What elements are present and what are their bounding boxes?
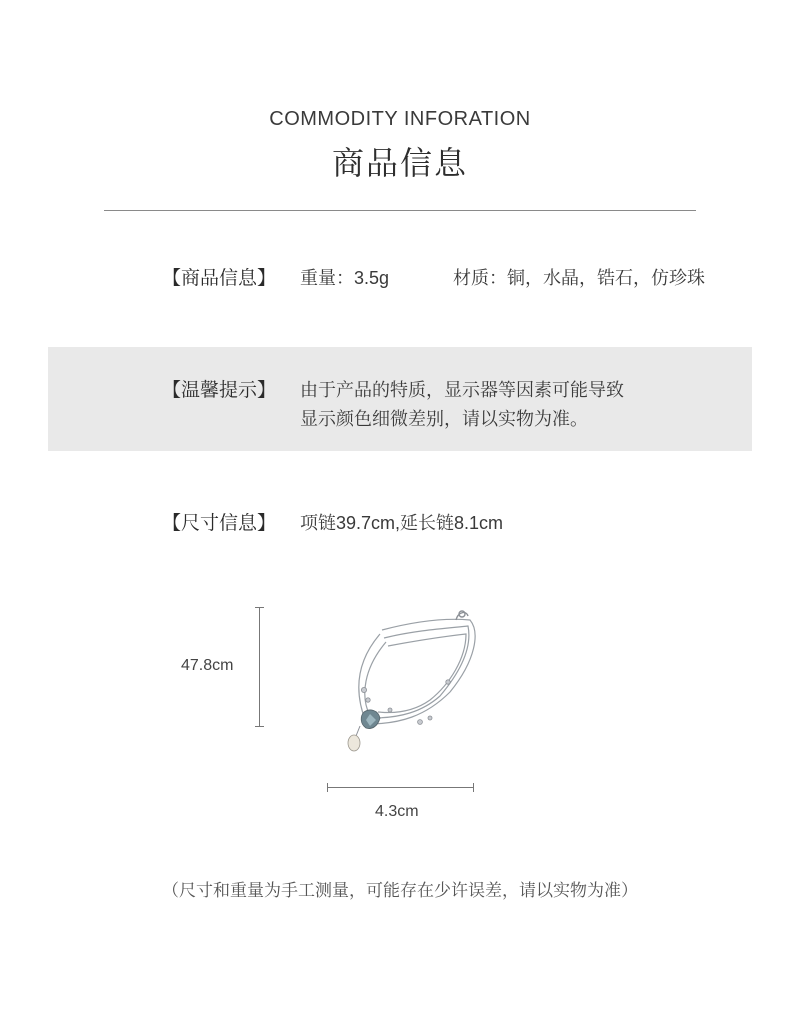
title-english: COMMODITY INFORATION — [269, 108, 531, 130]
necklace-image — [330, 600, 490, 760]
width-line-cap-right — [473, 783, 474, 792]
weight-text: 重量：3.5g — [300, 268, 390, 288]
width-line — [327, 787, 474, 788]
height-line-cap-bottom — [255, 726, 264, 727]
height-line — [259, 607, 260, 727]
measurement-note: （尺寸和重量为手工测量，可能存在少许误差，请以实物为准） — [162, 881, 638, 900]
info-label: 【商品信息】 — [162, 268, 277, 289]
title-chinese: 商品信息 — [331, 145, 468, 181]
tip-line-2: 显示颜色细微差别，请以实物为准。 — [300, 409, 588, 429]
width-dimension: 4.3cm — [375, 803, 419, 820]
tip-line-1: 由于产品的特质，显示器等因素可能导致 — [300, 380, 624, 400]
header-divider — [104, 210, 696, 211]
size-text: 项链39.7cm,延长链8.1cm — [300, 513, 504, 533]
width-line-cap-left — [327, 783, 328, 792]
material-text: 材质：铜，水晶，锆石，仿珍珠 — [453, 268, 705, 288]
height-dimension: 47.8cm — [181, 657, 234, 674]
height-line-cap-top — [255, 607, 264, 608]
tip-label: 【温馨提示】 — [162, 380, 277, 401]
size-label: 【尺寸信息】 — [162, 513, 277, 534]
